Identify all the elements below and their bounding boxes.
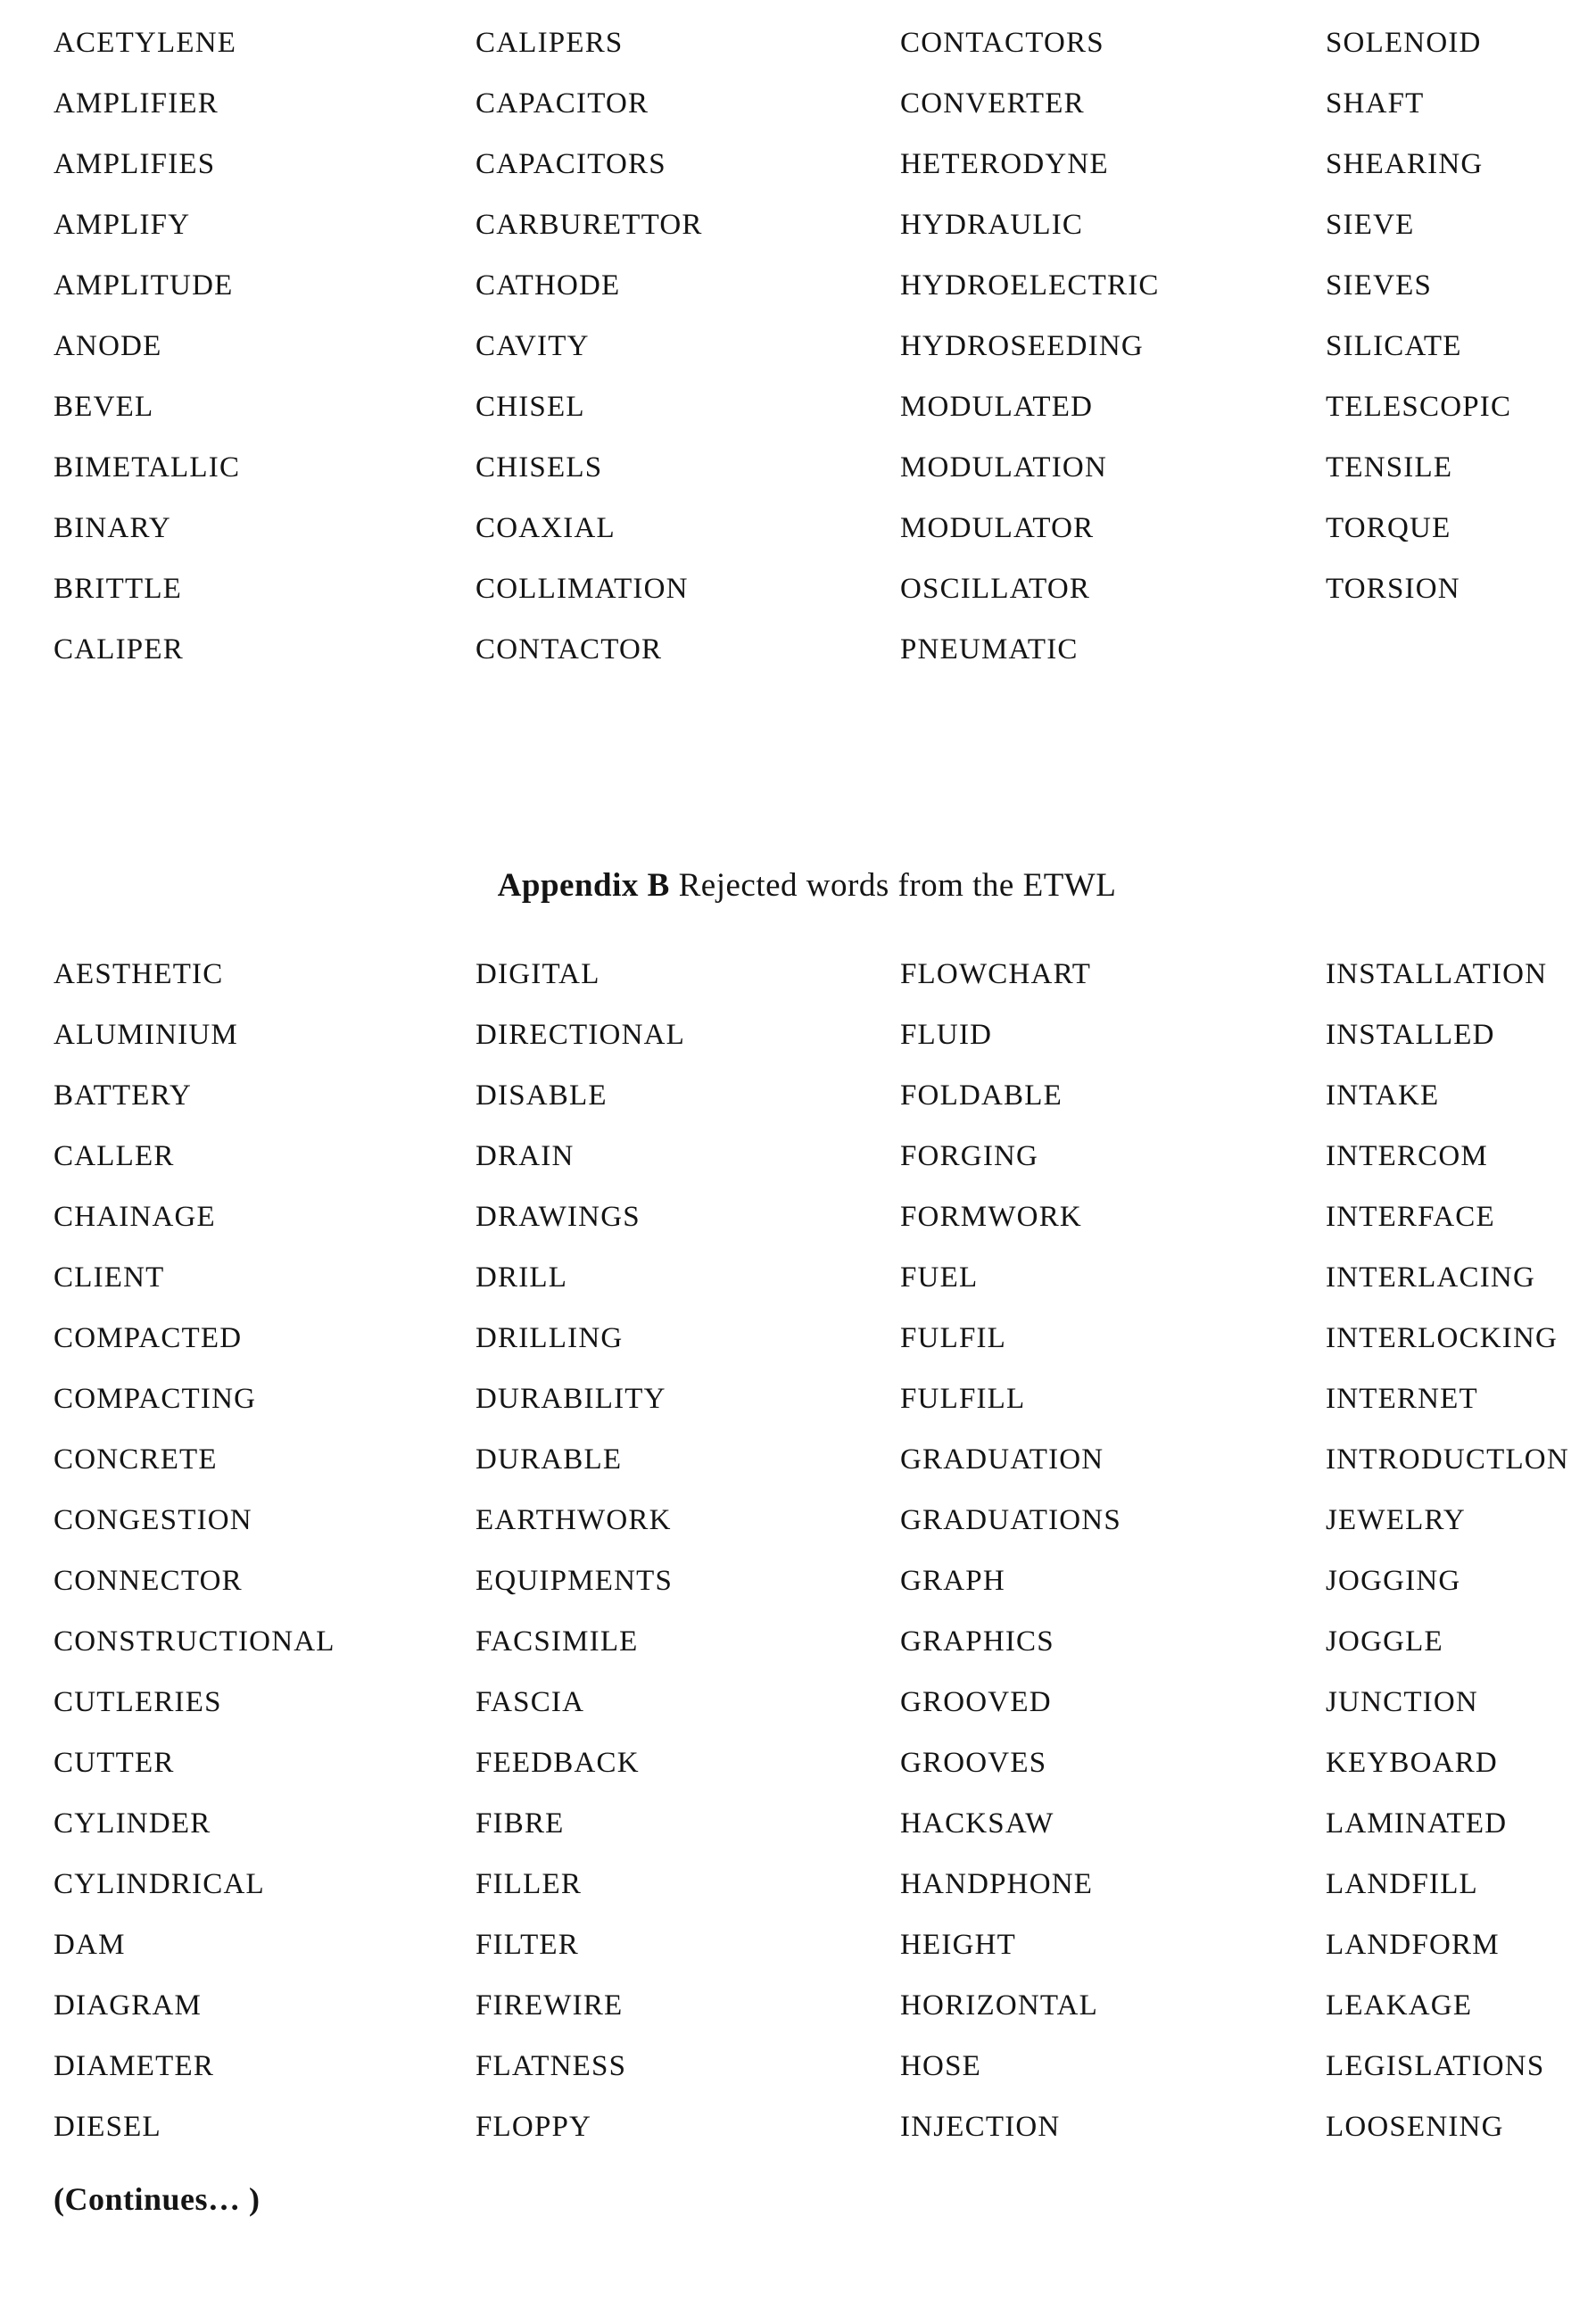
word-item: FASCIA xyxy=(475,1686,585,1718)
word-item: HACKSAW xyxy=(900,1807,1054,1840)
word-item: INTERLOCKING xyxy=(1326,1322,1559,1354)
word-item: CONCRETE xyxy=(54,1443,218,1476)
word-item: GRAPH xyxy=(900,1565,1005,1597)
appendix-b-title-text: Rejected words from the ETWL xyxy=(669,867,1117,904)
word-item: BRITTLE xyxy=(54,573,183,605)
word-item: EARTHWORK xyxy=(475,1504,672,1536)
word-item: FORMWORK xyxy=(900,1201,1082,1233)
word-item: CONTACTOR xyxy=(475,633,663,666)
word-item: SHEARING xyxy=(1326,148,1484,180)
word-item: FUEL xyxy=(900,1261,979,1294)
word-item: INSTALLATION xyxy=(1326,958,1548,990)
word-item: GROOVES xyxy=(900,1747,1047,1779)
word-item: DIAGRAM xyxy=(54,1989,203,2022)
word-item: CYLINDRICAL xyxy=(54,1868,265,1900)
word-item: SHAFT xyxy=(1326,87,1425,120)
word-item: CATHODE xyxy=(475,269,621,302)
appendix-b-heading xyxy=(54,865,1560,906)
appendix-b-column-4 xyxy=(1326,944,1569,2157)
word-item: CAPACITOR xyxy=(475,87,649,120)
word-item: INTAKE xyxy=(1326,1079,1440,1112)
appendix-b-column-1 xyxy=(54,944,475,2157)
word-item: FULFILL xyxy=(900,1383,1026,1415)
word-item: FILTER xyxy=(475,1929,579,1961)
word-item: GRAPHICS xyxy=(900,1625,1054,1658)
appendix-b-label: Appendix B xyxy=(497,867,670,904)
word-item: INTERCOM xyxy=(1326,1140,1488,1172)
word-item: CONGESTION xyxy=(54,1504,252,1536)
word-item: BINARY xyxy=(54,512,171,544)
word-item: DRILL xyxy=(475,1261,568,1294)
word-item: LAMINATED xyxy=(1326,1807,1508,1840)
word-item: CAVITY xyxy=(475,330,590,362)
word-item: CHAINAGE xyxy=(54,1201,216,1233)
word-item: LANDFILL xyxy=(1326,1868,1478,1900)
word-item: AMPLIFIES xyxy=(54,148,216,180)
word-item: COAXIAL xyxy=(475,512,616,544)
word-item: KEYBOARD xyxy=(1326,1747,1498,1779)
word-item: TELESCOPIC xyxy=(1326,391,1512,423)
word-item: BIMETALLIC xyxy=(54,451,241,484)
word-item: FEEDBACK xyxy=(475,1747,640,1779)
word-item: GRADUATIONS xyxy=(900,1504,1121,1536)
word-item: DURABILITY xyxy=(475,1383,666,1415)
word-item: MODULATION xyxy=(900,451,1107,484)
word-item: DISABLE xyxy=(475,1079,608,1112)
word-item: FILLER xyxy=(475,1868,583,1900)
word-item: DRAWINGS xyxy=(475,1201,641,1233)
word-item: HOSE xyxy=(900,2050,981,2082)
word-item: CALLER xyxy=(54,1140,175,1172)
word-item: SIEVE xyxy=(1326,209,1415,241)
word-item: FLOWCHART xyxy=(900,958,1092,990)
word-item: DAM xyxy=(54,1929,126,1961)
word-item: INSTALLED xyxy=(1326,1019,1495,1051)
word-item: HYDROSEEDING xyxy=(900,330,1144,362)
word-item: FORGING xyxy=(900,1140,1039,1172)
word-item: CONSTRUCTIONAL xyxy=(54,1625,335,1658)
word-item: DURABLE xyxy=(475,1443,623,1476)
word-item: CUTLERIES xyxy=(54,1686,222,1718)
word-item: AMPLIFY xyxy=(54,209,191,241)
word-item: HEIGHT xyxy=(900,1929,1016,1961)
word-item: SOLENOID xyxy=(1326,27,1482,59)
word-item: JOGGLE xyxy=(1326,1625,1443,1658)
word-item: CONVERTER xyxy=(900,87,1085,120)
word-item: FLUID xyxy=(900,1019,993,1051)
appendix-b-word-list xyxy=(54,944,1569,2157)
top-word-list-column-3 xyxy=(900,12,1326,680)
word-item: DIAMETER xyxy=(54,2050,215,2082)
word-item: FLOPPY xyxy=(475,2111,592,2143)
appendix-b-column-3 xyxy=(900,944,1326,2157)
word-item: HYDRAULIC xyxy=(900,209,1084,241)
word-item: DIESEL xyxy=(54,2111,161,2143)
word-item: LEGISLATIONS xyxy=(1326,2050,1545,2082)
word-item: TORSION xyxy=(1326,573,1460,605)
word-item: INTERFACE xyxy=(1326,1201,1495,1233)
word-item: ALUMINIUM xyxy=(54,1019,238,1051)
word-item: DIGITAL xyxy=(475,958,600,990)
word-item: FULFIL xyxy=(900,1322,1007,1354)
word-item: TORQUE xyxy=(1326,512,1451,544)
word-item: FOLDABLE xyxy=(900,1079,1063,1112)
word-item: ANODE xyxy=(54,330,162,362)
word-item: DRAIN xyxy=(475,1140,575,1172)
word-item: CONNECTOR xyxy=(54,1565,243,1597)
word-item: FACSIMILE xyxy=(475,1625,639,1658)
word-item: SIEVES xyxy=(1326,269,1433,302)
word-item: INTERLACING xyxy=(1326,1261,1535,1294)
word-item: CALIPERS xyxy=(475,27,624,59)
word-item: DIRECTIONAL xyxy=(475,1019,685,1051)
word-item: CARBURETTOR xyxy=(475,209,703,241)
top-word-list-column-2 xyxy=(475,12,900,680)
top-word-list-column-1 xyxy=(54,12,475,680)
top-word-list xyxy=(54,12,1560,680)
word-item: OSCILLATOR xyxy=(900,573,1091,605)
word-item: HETERODYNE xyxy=(900,148,1109,180)
word-item: ACETYLENE xyxy=(54,27,237,59)
word-item: DRILLING xyxy=(475,1322,624,1354)
word-item: LANDFORM xyxy=(1326,1929,1500,1961)
word-item: BEVEL xyxy=(54,391,154,423)
word-item: JEWELRY xyxy=(1326,1504,1466,1536)
word-item: JUNCTION xyxy=(1326,1686,1478,1718)
word-item: HORIZONTAL xyxy=(900,1989,1098,2022)
word-item: CAPACITORS xyxy=(475,148,666,180)
word-item: INJECTION xyxy=(900,2111,1061,2143)
word-item: COMPACTING xyxy=(54,1383,257,1415)
word-item: INTRODUCTLON xyxy=(1326,1443,1569,1476)
word-item: BATTERY xyxy=(54,1079,193,1112)
word-item: CHISELS xyxy=(475,451,603,484)
word-item: PNEUMATIC xyxy=(900,633,1079,666)
word-item: FLATNESS xyxy=(475,2050,627,2082)
word-item: MODULATOR xyxy=(900,512,1095,544)
word-item: INTERNET xyxy=(1326,1383,1478,1415)
word-item: HYDROELECTRIC xyxy=(900,269,1160,302)
word-item: COMPACTED xyxy=(54,1322,243,1354)
word-item: GROOVED xyxy=(900,1686,1052,1718)
word-item: LEAKAGE xyxy=(1326,1989,1473,2022)
word-item: AMPLIFIER xyxy=(54,87,219,120)
word-item: FIREWIRE xyxy=(475,1989,624,2022)
top-word-list-column-4 xyxy=(1326,12,1560,680)
word-item: CALIPER xyxy=(54,633,184,666)
word-item: CUTTER xyxy=(54,1747,175,1779)
appendix-b-column-2 xyxy=(475,944,900,2157)
word-item: TENSILE xyxy=(1326,451,1453,484)
word-item: EQUIPMENTS xyxy=(475,1565,674,1597)
word-item: COLLIMATION xyxy=(475,573,689,605)
word-item: AMPLITUDE xyxy=(54,269,234,302)
continues-note: (Continues… ) xyxy=(54,2181,260,2217)
word-item: JOGGING xyxy=(1326,1565,1461,1597)
word-item: MODULATED xyxy=(900,391,1094,423)
word-item: SILICATE xyxy=(1326,330,1462,362)
word-item: CLIENT xyxy=(54,1261,165,1294)
word-item: CYLINDER xyxy=(54,1807,211,1840)
word-item: HANDPHONE xyxy=(900,1868,1094,1900)
word-item: LOOSENING xyxy=(1326,2111,1504,2143)
word-item: CONTACTORS xyxy=(900,27,1104,59)
word-item: FIBRE xyxy=(475,1807,565,1840)
word-item: CHISEL xyxy=(475,391,585,423)
word-item: AESTHETIC xyxy=(54,958,224,990)
word-item: GRADUATION xyxy=(900,1443,1104,1476)
